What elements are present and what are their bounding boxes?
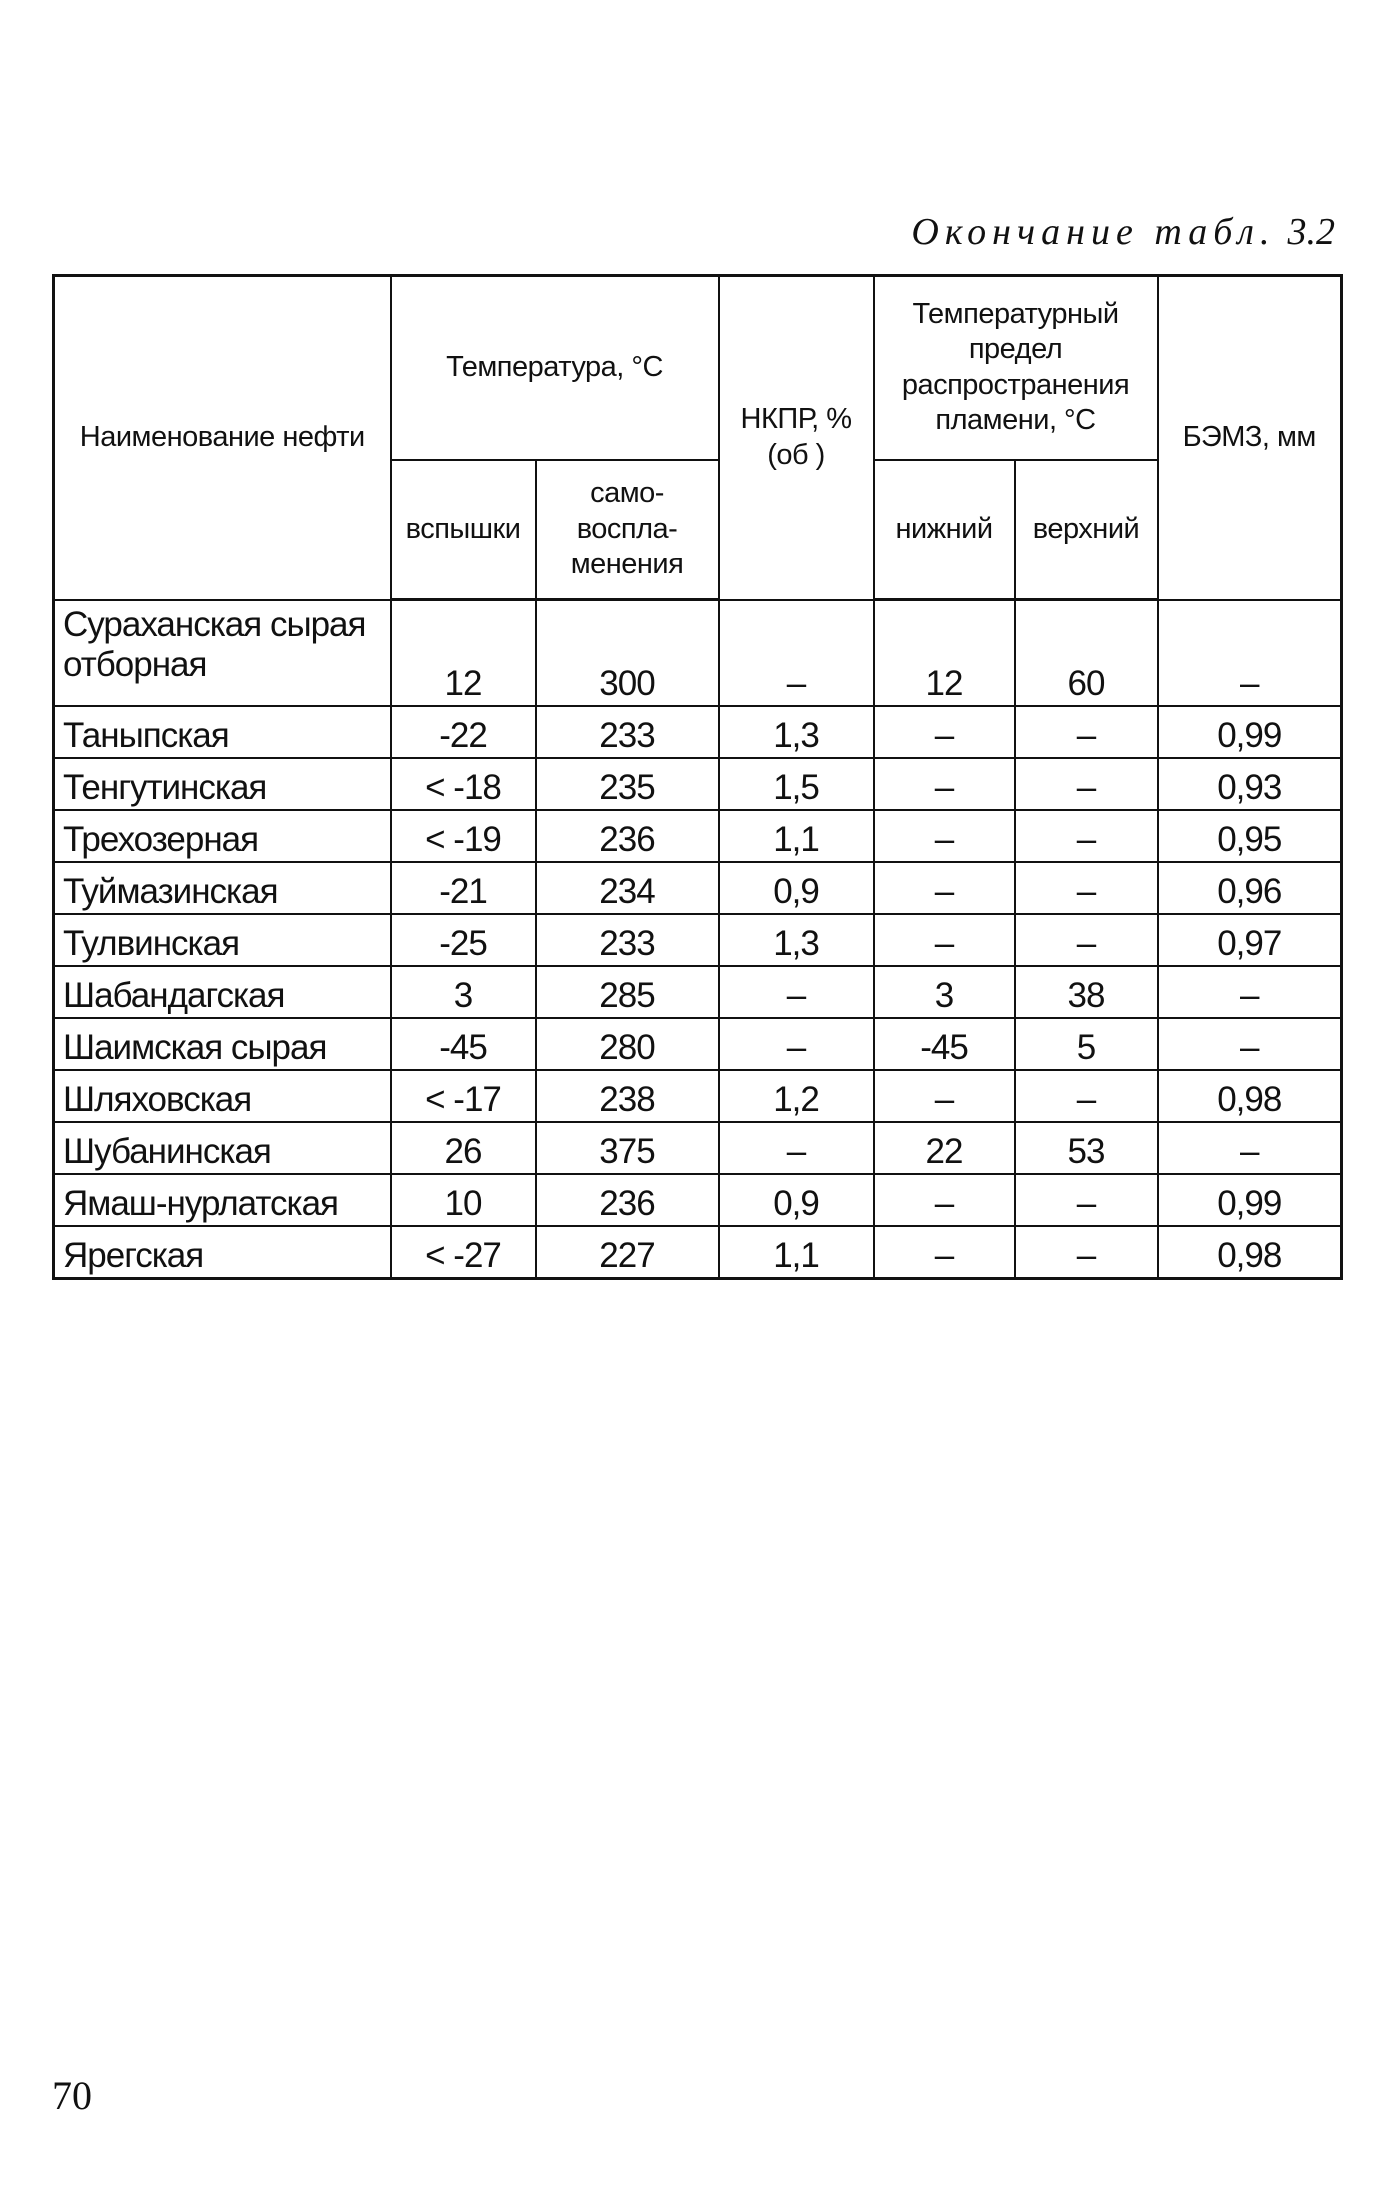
cell-autoignition: 235 [536,758,719,810]
cell-upper: 5 [1015,1018,1158,1070]
header-lower: нижний [874,460,1015,600]
cell-oil-name: Шубанинская [54,1122,391,1174]
cell-upper: – [1015,1174,1158,1226]
cell-flash: -22 [391,706,536,758]
page-number: 70 [52,2073,92,2118]
header-flame-limit: Температурный предел распространения пламени, °С [874,276,1158,460]
table-row [54,1122,1342,1174]
table-body [54,600,1342,1279]
table-row [54,966,1342,1018]
cell-mesg: – [1158,1018,1342,1070]
header-autoignition: само- воспла- менения [536,460,719,600]
cell-upper: – [1015,1070,1158,1122]
cell-lower: -45 [874,1018,1015,1070]
caption-table-number: 3.2 [1287,211,1335,253]
cell-oil-name: Тулвинская [54,914,391,966]
cell-mesg: 0,96 [1158,862,1342,914]
cell-upper: 53 [1015,1122,1158,1174]
cell-upper: – [1015,1226,1158,1279]
cell-mesg: 0,99 [1158,706,1342,758]
header-temperature: Температура, °С [391,276,719,460]
cell-oil-name: Ямаш-нурлатская [54,1174,391,1226]
cell-mesg: 0,99 [1158,1174,1342,1226]
cell-lower: – [874,810,1015,862]
table-row [54,810,1342,862]
table-row [54,600,1342,706]
cell-upper: – [1015,810,1158,862]
cell-oil-name: Сураханская сырая отборная [54,600,391,706]
caption-label: Окончание табл. [911,211,1276,253]
header-flash: вспышки [391,460,536,600]
cell-upper: 60 [1015,600,1158,706]
cell-autoignition: 236 [536,810,719,862]
cell-oil-name: Шабандагская [54,966,391,1018]
cell-mesg: 0,95 [1158,810,1342,862]
cell-oil-name: Шаимская сырая [54,1018,391,1070]
cell-mesg: 0,98 [1158,1070,1342,1122]
cell-lower: 12 [874,600,1015,706]
header-lfl: НКПР, % (об ) [719,276,874,600]
table-row [54,1018,1342,1070]
cell-autoignition: 233 [536,706,719,758]
cell-lower: – [874,758,1015,810]
cell-autoignition: 234 [536,862,719,914]
cell-mesg: – [1158,600,1342,706]
cell-mesg: – [1158,1122,1342,1174]
cell-autoignition: 233 [536,914,719,966]
table-caption [700,210,1335,254]
cell-oil-name: Таныпская [54,706,391,758]
cell-lower: – [874,914,1015,966]
header-oil-name: Наименование нефти [54,276,391,600]
table-row [54,1226,1342,1279]
table-row [54,862,1342,914]
cell-lower: – [874,862,1015,914]
table-row [54,758,1342,810]
cell-mesg: 0,97 [1158,914,1342,966]
cell-flash: < -27 [391,1226,536,1279]
cell-lower: – [874,1070,1015,1122]
table-row [54,1174,1342,1226]
cell-flash: -21 [391,862,536,914]
cell-lfl: 1,5 [719,758,874,810]
cell-lower: – [874,706,1015,758]
cell-autoignition: 227 [536,1226,719,1279]
table-header [54,276,1342,600]
cell-autoignition: 285 [536,966,719,1018]
cell-lower: 3 [874,966,1015,1018]
cell-lower: – [874,1174,1015,1226]
cell-lfl: 1,3 [719,706,874,758]
cell-oil-name: Тенгутинская [54,758,391,810]
cell-lfl: – [719,1122,874,1174]
cell-lower: 22 [874,1122,1015,1174]
cell-oil-name: Туймазинская [54,862,391,914]
header-upper: верхний [1015,460,1158,600]
cell-upper: – [1015,862,1158,914]
cell-lfl: 1,3 [719,914,874,966]
cell-flash: < -19 [391,810,536,862]
cell-lfl: – [719,966,874,1018]
cell-flash: < -18 [391,758,536,810]
cell-oil-name: Шляховская [54,1070,391,1122]
cell-upper: – [1015,914,1158,966]
cell-autoignition: 238 [536,1070,719,1122]
cell-flash: 3 [391,966,536,1018]
cell-mesg: 0,93 [1158,758,1342,810]
cell-flash: -45 [391,1018,536,1070]
header-mesg: БЭМЗ, мм [1158,276,1342,600]
cell-oil-name: Трехозерная [54,810,391,862]
table-row [54,706,1342,758]
cell-flash: -25 [391,914,536,966]
cell-lfl: – [719,600,874,706]
cell-autoignition: 280 [536,1018,719,1070]
cell-flash: < -17 [391,1070,536,1122]
cell-oil-name: Ярегская [54,1226,391,1279]
cell-upper: 38 [1015,966,1158,1018]
cell-lfl: 0,9 [719,1174,874,1226]
cell-flash: 26 [391,1122,536,1174]
cell-mesg: 0,98 [1158,1226,1342,1279]
cell-upper: – [1015,758,1158,810]
cell-lfl: – [719,1018,874,1070]
cell-lfl: 0,9 [719,862,874,914]
cell-autoignition: 375 [536,1122,719,1174]
table-row [54,914,1342,966]
cell-lower: – [874,1226,1015,1279]
cell-lfl: 1,2 [719,1070,874,1122]
cell-flash: 10 [391,1174,536,1226]
cell-lfl: 1,1 [719,1226,874,1279]
oil-properties-table [52,274,1343,1280]
cell-autoignition: 236 [536,1174,719,1226]
cell-autoignition: 300 [536,600,719,706]
cell-mesg: – [1158,966,1342,1018]
cell-flash: 12 [391,600,536,706]
cell-lfl: 1,1 [719,810,874,862]
cell-upper: – [1015,706,1158,758]
table-row [54,1070,1342,1122]
